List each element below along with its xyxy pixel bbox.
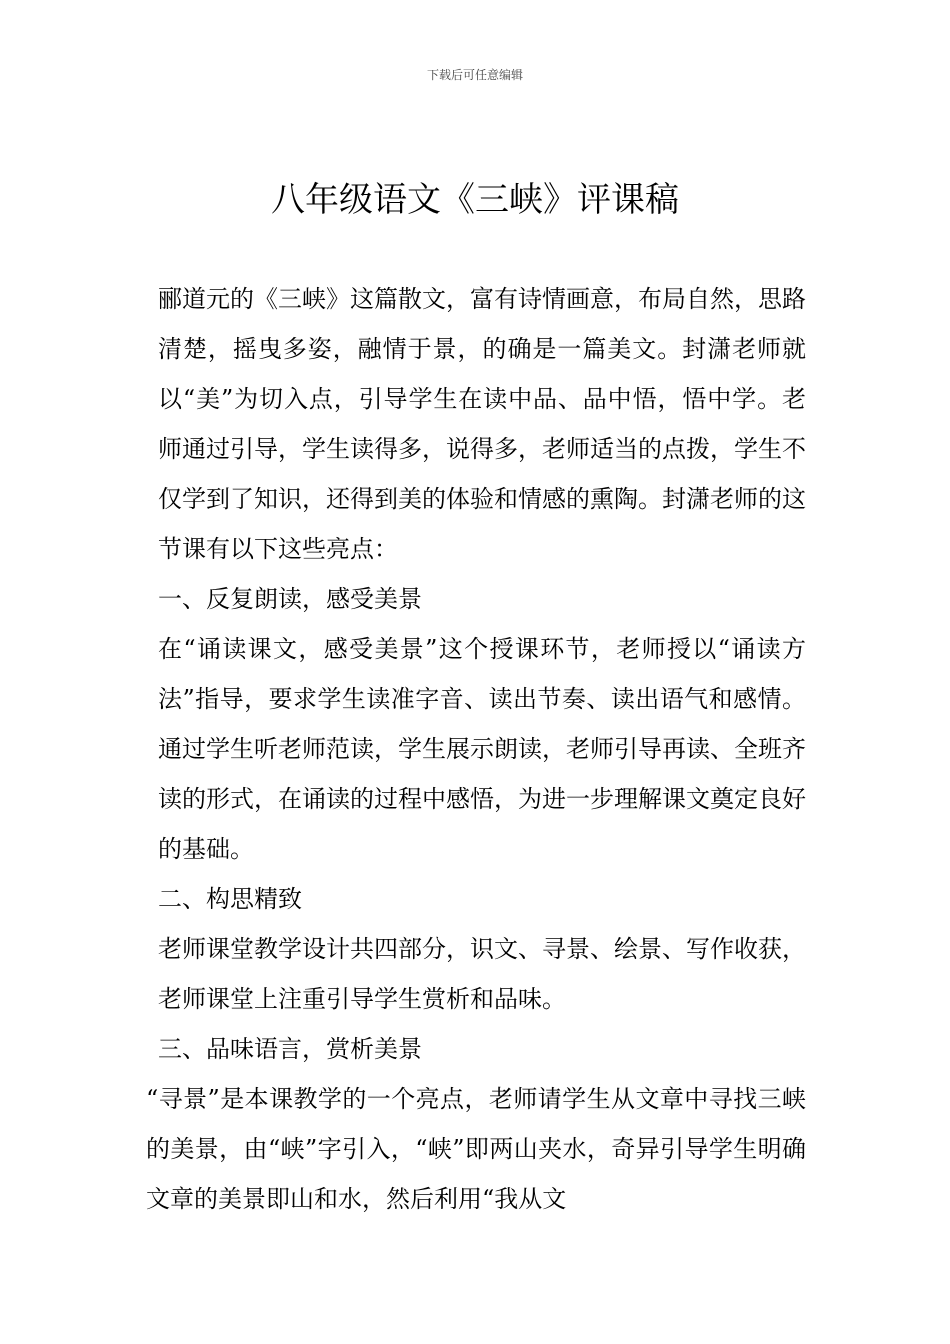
section-heading-2: 二、构思精致 — [158, 885, 302, 913]
document-title: 八年级语文《三峡》评课稿 — [271, 180, 679, 220]
section-heading-1: 一、反复朗读，感受美景 — [158, 585, 422, 613]
header-note: 下载后可任意编辑 — [426, 68, 523, 82]
paragraph-intro: 郦道元的《三峡》这篇散文，富有诗情画意，布局自然，思路清楚，摇曳多姿，融情于景，的确是一篇美文。封潇老师就以“美”为切入点，引导学生在读中品、品中悟，悟中学。老师通过引导，学生读得多，说得多，老师适当的点拨，学生不仅学到了知识，还得到美的体验和情感的熏陶。封潇老师的这节课有以下这些亮点： — [158, 285, 806, 563]
paragraph-section-2: 老师课堂教学设计共四部分，识文、寻景、绘景、写作收获，老师课堂上注重引导学生赏析和品味。 — [158, 935, 806, 1013]
document-body — [146, 274, 806, 1224]
paragraph-section-3: “寻景”是本课教学的一个亮点，老师请学生从文章中寻找三峡的美景，由“峡”字引入，“峡”即两山夹水，奇异引导学生明确文章的美景即山和水，然后利用“我从文 — [146, 1085, 806, 1213]
section-heading-3: 三、品味语言，赏析美景 — [158, 1035, 422, 1063]
paragraph-section-1: 在“诵读课文，感受美景”这个授课环节，老师授以“诵读方法”指导，要求学生读准字音、读出节奏、读出语气和感情。通过学生听老师范读，学生展示朗读，老师引导再读、全班齐读的形式，在诵读的过程中感悟，为进一步理解课文奠定良好的基础。 — [158, 635, 806, 863]
